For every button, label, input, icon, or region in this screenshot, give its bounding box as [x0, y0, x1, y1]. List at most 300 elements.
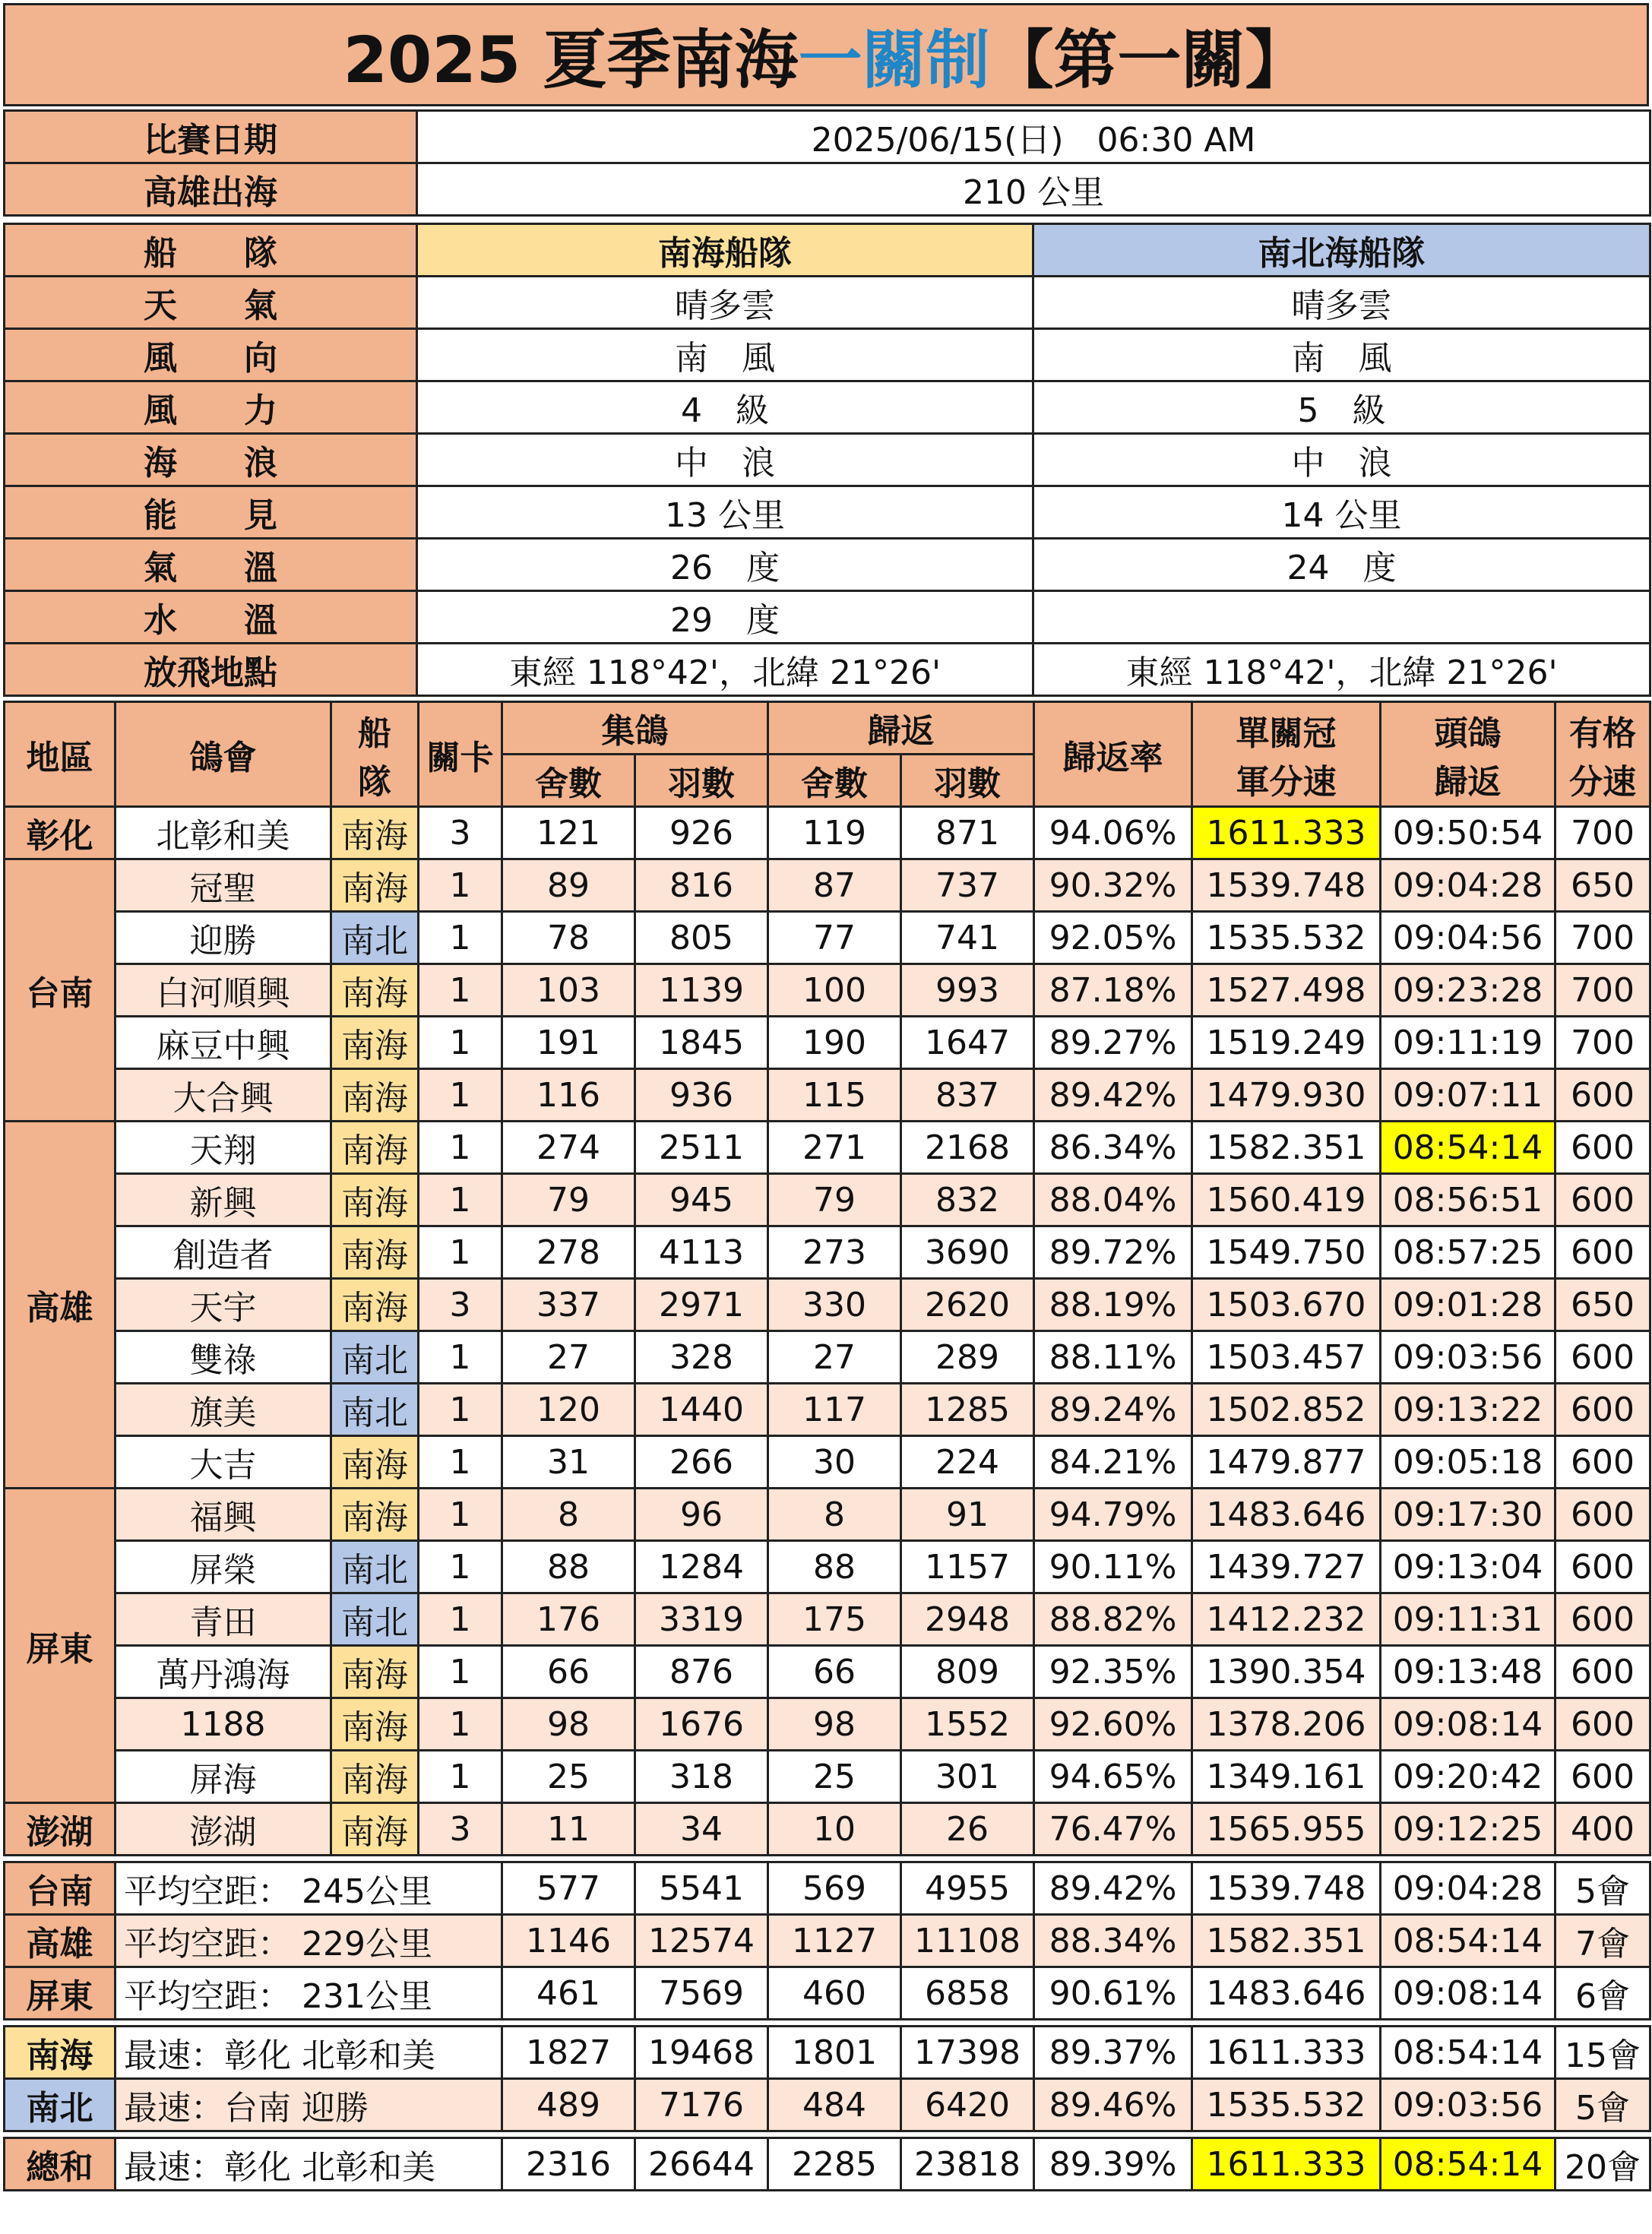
cell-champion-speed: 1479.930	[1192, 1069, 1381, 1122]
cell-qual-speed: 600	[1555, 1436, 1650, 1489]
condition-north: 5 級	[1033, 381, 1650, 434]
cell-team: 南海	[331, 1226, 419, 1279]
cell-collect-birds: 805	[635, 912, 768, 964]
cell-qual-speed: 650	[1555, 1279, 1650, 1331]
cell-first-return: 09:03:56	[1381, 1331, 1555, 1384]
cell-stage: 1	[419, 1698, 502, 1751]
team-summary-row-value: 1827	[502, 2027, 635, 2079]
cell-return-lofts: 77	[768, 912, 901, 964]
cell-stage: 1	[419, 1384, 502, 1436]
title-table	[3, 3, 1649, 106]
spacer	[5, 2020, 1650, 2027]
cell-rate: 90.11%	[1034, 1541, 1192, 1593]
cell-stage: 1	[419, 1331, 502, 1384]
region-summary-row	[5, 1862, 1650, 1915]
cell-team: 南海	[331, 1646, 419, 1698]
table-row	[5, 964, 1650, 1017]
title-highlight: 一關制	[798, 22, 990, 97]
total-row	[5, 2138, 1650, 2191]
cell-qual-speed: 400	[1555, 1803, 1650, 1856]
condition-north: 24 度	[1033, 539, 1650, 591]
cell-return-lofts: 27	[768, 1331, 901, 1384]
cell-first-return: 09:50:54	[1381, 807, 1555, 859]
col-return: 歸返	[768, 702, 1034, 755]
cell-qual-speed: 600	[1555, 1331, 1650, 1384]
cell-first-return: 09:01:28	[1381, 1279, 1555, 1331]
cell-qual-speed: 600	[1555, 1698, 1650, 1751]
cell-team: 南海	[331, 1017, 419, 1069]
region-summary-row-value: 577	[502, 1862, 635, 1915]
total-row-value: 2285	[768, 2138, 901, 2191]
race-info-table	[3, 109, 1651, 697]
col-team: 船隊	[331, 702, 419, 807]
cell-stage: 3	[419, 1803, 502, 1856]
cell-team: 南海	[331, 1069, 419, 1122]
cell-return-birds: 26	[901, 1803, 1034, 1856]
cell-collect-lofts: 103	[502, 964, 635, 1017]
cell-first-return: 09:11:31	[1381, 1593, 1555, 1646]
cell-rate: 88.82%	[1034, 1593, 1192, 1646]
cell-return-lofts: 119	[768, 807, 901, 859]
cell-return-birds: 1552	[901, 1698, 1034, 1751]
col-return-birds: 羽數	[901, 755, 1034, 807]
region-summary-row-value: 4955	[901, 1862, 1034, 1915]
region-summary-row-desc: 平均空距： 245公里	[116, 1862, 502, 1915]
cell-collect-birds: 34	[635, 1803, 768, 1856]
cell-return-lofts: 100	[768, 964, 901, 1017]
condition-north: 晴多雲	[1033, 277, 1650, 329]
cell-team: 南海	[331, 964, 419, 1017]
cell-first-return: 09:04:56	[1381, 912, 1555, 964]
total-row-desc: 最速：彰化 北彰和美	[116, 2138, 502, 2191]
cell-collect-lofts: 66	[502, 1646, 635, 1698]
cell-qual-speed: 600	[1555, 1174, 1650, 1226]
region-cell: 高雄	[5, 1122, 116, 1489]
cell-champion-speed: 1549.750	[1192, 1226, 1381, 1279]
cell-return-birds: 1647	[901, 1017, 1034, 1069]
cell-return-birds: 289	[901, 1331, 1034, 1384]
cell-club: 旗美	[116, 1384, 331, 1436]
cell-champion-speed: 1412.232	[1192, 1593, 1381, 1646]
cell-collect-birds: 1440	[635, 1384, 768, 1436]
cell-return-birds: 837	[901, 1069, 1034, 1122]
cell-stage: 1	[419, 1226, 502, 1279]
cell-champion-speed: 1390.354	[1192, 1646, 1381, 1698]
cell-rate: 92.35%	[1034, 1646, 1192, 1698]
condition-label: 氣 溫	[5, 539, 417, 591]
col-collect-birds: 羽數	[635, 755, 768, 807]
table-row	[5, 1384, 1650, 1436]
cell-club: 萬丹鴻海	[116, 1646, 331, 1698]
cell-rate: 88.04%	[1034, 1174, 1192, 1226]
team-summary-row-label: 南海	[5, 2027, 116, 2079]
south-team-header: 南海船隊	[417, 224, 1033, 277]
cell-stage: 1	[419, 1593, 502, 1646]
cell-first-return: 08:54:14	[1381, 1122, 1555, 1174]
condition-label: 風 向	[5, 329, 417, 381]
region-summary-row-desc: 平均空距： 231公里	[116, 1967, 502, 2020]
cell-rate: 84.21%	[1034, 1436, 1192, 1489]
cell-rate: 92.05%	[1034, 912, 1192, 964]
cell-champion-speed: 1483.646	[1192, 1489, 1381, 1541]
cell-collect-birds: 318	[635, 1751, 768, 1803]
cell-stage: 1	[419, 1436, 502, 1489]
team-summary-row-value: 489	[502, 2079, 635, 2131]
cell-collect-birds: 1676	[635, 1698, 768, 1751]
cell-return-birds: 224	[901, 1436, 1034, 1489]
title-prefix: 2025 夏季南海	[343, 22, 799, 97]
spacer-row	[5, 2131, 1650, 2138]
region-summary-row-value: 12574	[635, 1915, 768, 1967]
team-summary-row-value: 19468	[635, 2027, 768, 2079]
table-row	[5, 1751, 1650, 1803]
condition-label: 放飛地點	[5, 644, 417, 696]
table-row	[5, 1226, 1650, 1279]
region-summary-row-desc: 平均空距： 229公里	[116, 1915, 502, 1967]
cell-club: 北彰和美	[116, 807, 331, 859]
cell-return-lofts: 190	[768, 1017, 901, 1069]
region-summary-row-value: 90.61%	[1034, 1967, 1192, 2020]
table-row	[5, 1331, 1650, 1384]
condition-south: 晴多雲	[417, 277, 1033, 329]
team-summary-row-value: 08:54:14	[1381, 2027, 1555, 2079]
cell-collect-lofts: 176	[502, 1593, 635, 1646]
cell-qual-speed: 650	[1555, 859, 1650, 912]
cell-collect-birds: 945	[635, 1174, 768, 1226]
condition-south: 13 公里	[417, 486, 1033, 539]
cell-team: 南海	[331, 807, 419, 859]
region-summary-row-value: 11108	[901, 1915, 1034, 1967]
date-label: 比賽日期	[5, 111, 417, 163]
condition-row	[5, 381, 1650, 434]
cell-stage: 3	[419, 807, 502, 859]
cell-collect-birds: 2971	[635, 1279, 768, 1331]
cell-champion-speed: 1378.206	[1192, 1698, 1381, 1751]
north-team-header: 南北海船隊	[1033, 224, 1650, 277]
cell-qual-speed: 600	[1555, 1384, 1650, 1436]
cell-qual-speed: 600	[1555, 1593, 1650, 1646]
date-value: 2025/06/15(日) 06:30 AM	[417, 111, 1650, 163]
cell-stage: 1	[419, 1122, 502, 1174]
cell-rate: 92.60%	[1034, 1698, 1192, 1751]
cell-return-birds: 832	[901, 1174, 1034, 1226]
cell-club: 白河順興	[116, 964, 331, 1017]
cell-champion-speed: 1535.532	[1192, 912, 1381, 964]
cell-collect-lofts: 11	[502, 1803, 635, 1856]
cell-return-birds: 741	[901, 912, 1034, 964]
cell-team: 南海	[331, 1803, 419, 1856]
cell-club: 大合興	[116, 1069, 331, 1122]
cell-rate: 89.24%	[1034, 1384, 1192, 1436]
cell-collect-lofts: 31	[502, 1436, 635, 1489]
total-row-value: 08:54:14	[1381, 2138, 1555, 2191]
cell-club: 大吉	[116, 1436, 331, 1489]
region-summary-row-label: 高雄	[5, 1915, 116, 1967]
cell-return-birds: 2948	[901, 1593, 1034, 1646]
cell-collect-lofts: 120	[502, 1384, 635, 1436]
team-summary-row-value: 89.37%	[1034, 2027, 1192, 2079]
cell-first-return: 09:17:30	[1381, 1489, 1555, 1541]
cell-qual-speed: 700	[1555, 912, 1650, 964]
table-row	[5, 1122, 1650, 1174]
cell-qual-speed: 600	[1555, 1541, 1650, 1593]
cell-return-lofts: 25	[768, 1751, 901, 1803]
col-qual-speed: 有格分速	[1555, 702, 1650, 807]
condition-row	[5, 486, 1650, 539]
region-summary-row-value: 461	[502, 1967, 635, 2020]
cell-stage: 1	[419, 1174, 502, 1226]
total-row-value: 2316	[502, 2138, 635, 2191]
cell-team: 南海	[331, 1698, 419, 1751]
cell-team: 南海	[331, 1489, 419, 1541]
team-label: 船 隊	[5, 224, 417, 277]
cell-qual-speed: 700	[1555, 964, 1650, 1017]
cell-champion-speed: 1503.457	[1192, 1331, 1381, 1384]
col-stage: 關卡	[419, 702, 502, 807]
total-row-value: 89.39%	[1034, 2138, 1192, 2191]
table-row	[5, 1069, 1650, 1122]
region-summary-row-value: 1146	[502, 1915, 635, 1967]
cell-qual-speed: 600	[1555, 1646, 1650, 1698]
region-summary-row-value: 89.42%	[1034, 1862, 1192, 1915]
cell-club: 天宇	[116, 1279, 331, 1331]
condition-label: 能 見	[5, 486, 417, 539]
cell-return-birds: 3690	[901, 1226, 1034, 1279]
cell-rate: 88.11%	[1034, 1331, 1192, 1384]
cell-collect-lofts: 89	[502, 859, 635, 912]
condition-label: 風 力	[5, 381, 417, 434]
cell-return-lofts: 79	[768, 1174, 901, 1226]
cell-collect-lofts: 274	[502, 1122, 635, 1174]
condition-north: 南 風	[1033, 329, 1650, 381]
region-cell: 台南	[5, 859, 116, 1122]
spacer	[5, 216, 1650, 224]
region-summary-row-value: 7569	[635, 1967, 768, 2020]
cell-team: 南海	[331, 859, 419, 912]
condition-north: 中 浪	[1033, 434, 1650, 486]
cell-return-lofts: 10	[768, 1803, 901, 1856]
cell-first-return: 09:04:28	[1381, 859, 1555, 912]
col-first-return: 頭鴿歸返	[1381, 702, 1555, 807]
region-summary-row-label: 台南	[5, 1862, 116, 1915]
cell-first-return: 09:13:48	[1381, 1646, 1555, 1698]
condition-north: 14 公里	[1033, 486, 1650, 539]
cell-return-birds: 993	[901, 964, 1034, 1017]
cell-stage: 1	[419, 912, 502, 964]
distance-value: 210 公里	[417, 163, 1650, 216]
cell-champion-speed: 1519.249	[1192, 1017, 1381, 1069]
team-summary-row-value: 1801	[768, 2027, 901, 2079]
region-summary-row-value: 88.34%	[1034, 1915, 1192, 1967]
cell-return-birds: 737	[901, 859, 1034, 912]
table-row	[5, 807, 1650, 859]
cell-rate: 86.34%	[1034, 1122, 1192, 1174]
cell-return-birds: 809	[901, 1646, 1034, 1698]
table-row	[5, 1541, 1650, 1593]
team-summary-row	[5, 2079, 1650, 2131]
total-row-label: 總和	[5, 2138, 116, 2191]
cell-club: 創造者	[116, 1226, 331, 1279]
cell-rate: 94.65%	[1034, 1751, 1192, 1803]
cell-first-return: 08:57:25	[1381, 1226, 1555, 1279]
cell-return-lofts: 117	[768, 1384, 901, 1436]
total-row-value: 1611.333	[1192, 2138, 1381, 2191]
condition-south: 26 度	[417, 539, 1033, 591]
title-suffix: 【第一關】	[989, 22, 1309, 97]
table-row	[5, 1436, 1650, 1489]
cell-team: 南海	[331, 1751, 419, 1803]
condition-row	[5, 434, 1650, 486]
region-summary-row-value: 09:04:28	[1381, 1862, 1555, 1915]
cell-collect-birds: 936	[635, 1069, 768, 1122]
cell-club: 1188	[116, 1698, 331, 1751]
region-cell: 彰化	[5, 807, 116, 859]
cell-first-return: 09:13:04	[1381, 1541, 1555, 1593]
table-row	[5, 1646, 1650, 1698]
table-row	[5, 1279, 1650, 1331]
region-summary-row-value: 09:08:14	[1381, 1967, 1555, 2020]
col-return-lofts: 舍數	[768, 755, 901, 807]
cell-first-return: 08:56:51	[1381, 1174, 1555, 1226]
condition-south: 4 級	[417, 381, 1033, 434]
cell-collect-lofts: 121	[502, 807, 635, 859]
cell-first-return: 09:08:14	[1381, 1698, 1555, 1751]
cell-collect-lofts: 278	[502, 1226, 635, 1279]
cell-first-return: 09:13:22	[1381, 1384, 1555, 1436]
spacer-row	[5, 2020, 1650, 2027]
cell-first-return: 09:07:11	[1381, 1069, 1555, 1122]
cell-champion-speed: 1560.419	[1192, 1174, 1381, 1226]
cell-rate: 87.18%	[1034, 964, 1192, 1017]
cell-collect-lofts: 191	[502, 1017, 635, 1069]
cell-return-birds: 2168	[901, 1122, 1034, 1174]
col-collect: 集鴿	[502, 702, 768, 755]
cell-club: 澎湖	[116, 1803, 331, 1856]
cell-club: 青田	[116, 1593, 331, 1646]
cell-stage: 1	[419, 1646, 502, 1698]
team-summary-row-label: 南北	[5, 2079, 116, 2131]
spacer	[5, 2131, 1650, 2138]
cell-return-birds: 91	[901, 1489, 1034, 1541]
condition-label: 天 氣	[5, 277, 417, 329]
cell-collect-lofts: 337	[502, 1279, 635, 1331]
table-row	[5, 1174, 1650, 1226]
cell-champion-speed: 1479.877	[1192, 1436, 1381, 1489]
col-region: 地區	[5, 702, 116, 807]
cell-stage: 1	[419, 1541, 502, 1593]
team-summary-row-desc: 最速：彰化 北彰和美	[116, 2027, 502, 2079]
cell-return-birds: 301	[901, 1751, 1034, 1803]
cell-collect-lofts: 8	[502, 1489, 635, 1541]
cell-team: 南北	[331, 1384, 419, 1436]
cell-team: 南北	[331, 1541, 419, 1593]
cell-collect-birds: 1284	[635, 1541, 768, 1593]
total-row-value: 26644	[635, 2138, 768, 2191]
cell-team: 南海	[331, 1174, 419, 1226]
cell-team: 南海	[331, 1279, 419, 1331]
team-summary-row-value: 15會	[1555, 2027, 1650, 2079]
cell-qual-speed: 600	[1555, 1751, 1650, 1803]
cell-return-lofts: 30	[768, 1436, 901, 1489]
cell-qual-speed: 600	[1555, 1122, 1650, 1174]
region-summary-row-value: 1582.351	[1192, 1915, 1381, 1967]
condition-row	[5, 644, 1650, 696]
cell-collect-birds: 926	[635, 807, 768, 859]
cell-club: 麻豆中興	[116, 1017, 331, 1069]
condition-label: 海 浪	[5, 434, 417, 486]
cell-first-return: 09:11:19	[1381, 1017, 1555, 1069]
cell-stage: 1	[419, 964, 502, 1017]
cell-team: 南海	[331, 1436, 419, 1489]
cell-champion-speed: 1611.333	[1192, 807, 1381, 859]
cell-champion-speed: 1582.351	[1192, 1122, 1381, 1174]
cell-team: 南北	[331, 912, 419, 964]
cell-club: 屏榮	[116, 1541, 331, 1593]
cell-club: 雙祿	[116, 1331, 331, 1384]
spacer	[5, 1856, 1650, 1862]
region-summary-row-label: 屏東	[5, 1967, 116, 2020]
cell-return-lofts: 98	[768, 1698, 901, 1751]
cell-return-lofts: 175	[768, 1593, 901, 1646]
cell-champion-speed: 1503.670	[1192, 1279, 1381, 1331]
table-row	[5, 1017, 1650, 1069]
table-row	[5, 1803, 1650, 1856]
cell-champion-speed: 1539.748	[1192, 859, 1381, 912]
condition-north	[1033, 591, 1650, 644]
region-summary-row-value: 460	[768, 1967, 901, 2020]
condition-south: 29 度	[417, 591, 1033, 644]
cell-collect-birds: 2511	[635, 1122, 768, 1174]
col-collect-lofts: 舍數	[502, 755, 635, 807]
region-summary-row-value: 6858	[901, 1967, 1034, 2020]
cell-return-lofts: 88	[768, 1541, 901, 1593]
cell-collect-birds: 876	[635, 1646, 768, 1698]
cell-return-lofts: 115	[768, 1069, 901, 1122]
condition-row	[5, 539, 1650, 591]
total-row-value: 20會	[1555, 2138, 1650, 2191]
cell-stage: 1	[419, 859, 502, 912]
cell-collect-birds: 4113	[635, 1226, 768, 1279]
team-summary-row-desc: 最速：台南 迎勝	[116, 2079, 502, 2131]
cell-rate: 94.06%	[1034, 807, 1192, 859]
cell-club: 天翔	[116, 1122, 331, 1174]
cell-team: 南北	[331, 1593, 419, 1646]
cell-first-return: 09:20:42	[1381, 1751, 1555, 1803]
cell-rate: 89.27%	[1034, 1017, 1192, 1069]
region-cell: 屏東	[5, 1489, 116, 1803]
condition-north: 東經 118°42'，北緯 21°26'	[1033, 644, 1650, 696]
cell-rate: 89.72%	[1034, 1226, 1192, 1279]
region-cell: 澎湖	[5, 1803, 116, 1856]
table-row	[5, 859, 1650, 912]
cell-collect-lofts: 78	[502, 912, 635, 964]
condition-row	[5, 591, 1650, 644]
cell-return-lofts: 66	[768, 1646, 901, 1698]
cell-club: 迎勝	[116, 912, 331, 964]
team-summary-row	[5, 2027, 1650, 2079]
cell-club: 冠聖	[116, 859, 331, 912]
total-row-value: 23818	[901, 2138, 1034, 2191]
region-summary-row-value: 5541	[635, 1862, 768, 1915]
region-summary-row-value: 569	[768, 1862, 901, 1915]
team-summary-row-value: 5會	[1555, 2079, 1650, 2131]
cell-collect-lofts: 79	[502, 1174, 635, 1226]
cell-stage: 3	[419, 1279, 502, 1331]
cell-collect-lofts: 88	[502, 1541, 635, 1593]
cell-champion-speed: 1527.498	[1192, 964, 1381, 1017]
table-row	[5, 1593, 1650, 1646]
condition-label: 水 溫	[5, 591, 417, 644]
